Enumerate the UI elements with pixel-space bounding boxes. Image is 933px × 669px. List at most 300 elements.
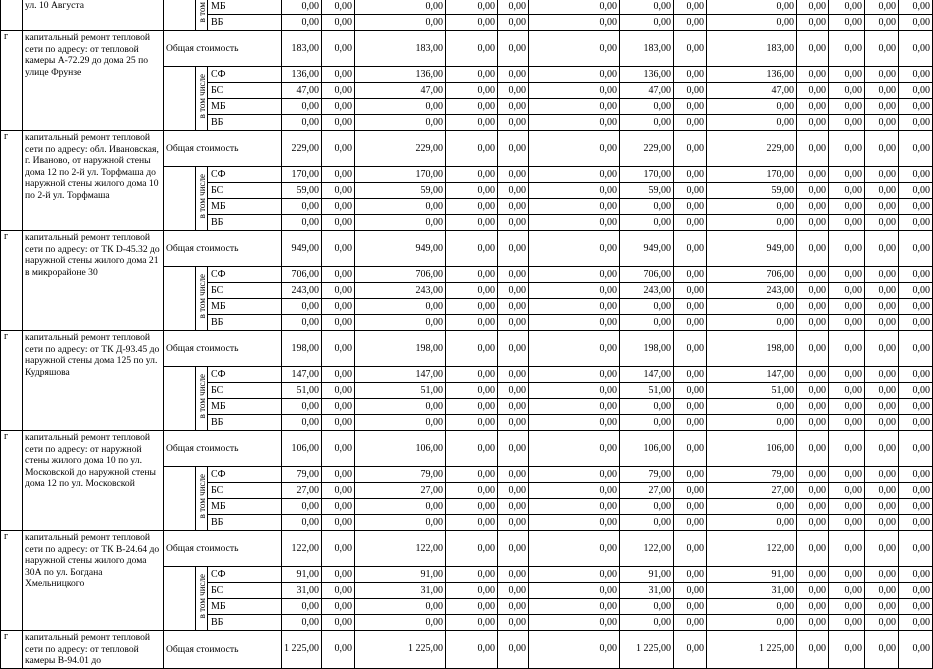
value-cell: 1 225,00 bbox=[620, 631, 674, 669]
funding-code-cell: ВБ bbox=[208, 515, 282, 531]
value-cell: 0,00 bbox=[322, 215, 355, 231]
value-cell: 59,00 bbox=[707, 183, 797, 199]
value-cell: 91,00 bbox=[620, 567, 674, 583]
value-cell: 0,00 bbox=[865, 283, 899, 299]
value-cell: 0,00 bbox=[865, 431, 899, 467]
funding-code-cell: МБ bbox=[208, 399, 282, 415]
value-cell: 0,00 bbox=[529, 131, 620, 167]
value-cell: 0,00 bbox=[446, 615, 498, 631]
value-cell: 0,00 bbox=[674, 567, 707, 583]
value-cell: 0,00 bbox=[674, 99, 707, 115]
value-cell: 0,00 bbox=[899, 83, 933, 99]
value-cell: 0,00 bbox=[620, 199, 674, 215]
value-cell: 949,00 bbox=[620, 231, 674, 267]
value-cell: 0,00 bbox=[899, 615, 933, 631]
funding-code-cell: СФ bbox=[208, 67, 282, 83]
value-cell: 0,00 bbox=[899, 231, 933, 267]
value-cell: 122,00 bbox=[620, 531, 674, 567]
value-cell: 0,00 bbox=[498, 531, 529, 567]
value-cell: 170,00 bbox=[707, 167, 797, 183]
project-name-cell: капитальный ремонт тепловой сети по адресу: от ТК Д-93.45 до наружной стены дома 125 по ул. Кудряшова bbox=[23, 331, 164, 431]
value-cell: 0,00 bbox=[529, 99, 620, 115]
value-cell: 0,00 bbox=[797, 483, 829, 499]
value-cell: 59,00 bbox=[620, 183, 674, 199]
value-cell: 0,00 bbox=[498, 131, 529, 167]
value-cell: 0,00 bbox=[529, 615, 620, 631]
value-cell: 0,00 bbox=[322, 367, 355, 383]
value-cell: 0,00 bbox=[865, 115, 899, 131]
value-cell: 0,00 bbox=[620, 615, 674, 631]
value-cell: 27,00 bbox=[282, 483, 322, 499]
value-cell: 31,00 bbox=[355, 583, 446, 599]
project-type-cell: г bbox=[1, 131, 23, 231]
value-cell: 706,00 bbox=[620, 267, 674, 283]
value-cell: 0,00 bbox=[498, 331, 529, 367]
value-cell: 0,00 bbox=[322, 583, 355, 599]
funding-code-cell: БС bbox=[208, 483, 282, 499]
value-cell: 0,00 bbox=[797, 415, 829, 431]
value-cell: 0,00 bbox=[865, 231, 899, 267]
value-cell: 47,00 bbox=[620, 83, 674, 99]
value-cell: 0,00 bbox=[865, 483, 899, 499]
value-cell: 0,00 bbox=[529, 267, 620, 283]
value-cell: 0,00 bbox=[498, 167, 529, 183]
value-cell: 0,00 bbox=[322, 15, 355, 31]
value-cell: 0,00 bbox=[498, 583, 529, 599]
funding-code-cell: МБ bbox=[208, 599, 282, 615]
value-cell: 0,00 bbox=[446, 567, 498, 583]
value-cell: 0,00 bbox=[899, 531, 933, 567]
value-cell: 0,00 bbox=[322, 567, 355, 583]
value-cell: 0,00 bbox=[498, 231, 529, 267]
value-cell: 0,00 bbox=[282, 15, 322, 31]
value-cell: 0,00 bbox=[674, 383, 707, 399]
value-cell: 0,00 bbox=[674, 0, 707, 15]
value-cell: 0,00 bbox=[322, 315, 355, 331]
value-cell: 0,00 bbox=[498, 367, 529, 383]
value-cell: 0,00 bbox=[446, 383, 498, 399]
value-cell: 0,00 bbox=[797, 331, 829, 367]
value-cell: 0,00 bbox=[620, 515, 674, 531]
value-cell: 949,00 bbox=[282, 231, 322, 267]
value-cell: 0,00 bbox=[674, 415, 707, 431]
vertical-label-cell bbox=[196, 367, 208, 431]
value-cell: 0,00 bbox=[829, 283, 865, 299]
value-cell: 0,00 bbox=[529, 567, 620, 583]
value-cell: 0,00 bbox=[674, 483, 707, 499]
value-cell: 0,00 bbox=[829, 99, 865, 115]
value-cell: 0,00 bbox=[282, 115, 322, 131]
value-cell: 0,00 bbox=[865, 215, 899, 231]
value-cell: 0,00 bbox=[322, 415, 355, 431]
value-cell: 0,00 bbox=[899, 199, 933, 215]
value-cell: 183,00 bbox=[282, 31, 322, 67]
value-cell: 0,00 bbox=[282, 199, 322, 215]
blank-cell bbox=[164, 267, 196, 331]
value-cell: 0,00 bbox=[674, 431, 707, 467]
project-type-cell: г bbox=[1, 331, 23, 431]
value-cell: 0,00 bbox=[829, 315, 865, 331]
value-cell: 0,00 bbox=[529, 231, 620, 267]
value-cell: 0,00 bbox=[355, 499, 446, 515]
value-cell: 0,00 bbox=[865, 67, 899, 83]
value-cell: 0,00 bbox=[674, 531, 707, 567]
value-cell: 0,00 bbox=[446, 331, 498, 367]
total-cost-label: Общая стоимость bbox=[164, 631, 282, 669]
value-cell: 136,00 bbox=[282, 67, 322, 83]
value-cell: 0,00 bbox=[620, 315, 674, 331]
funding-code-cell: БС bbox=[208, 283, 282, 299]
value-cell: 243,00 bbox=[707, 283, 797, 299]
value-cell: 0,00 bbox=[529, 499, 620, 515]
value-cell: 0,00 bbox=[529, 531, 620, 567]
value-cell: 1 225,00 bbox=[707, 631, 797, 669]
value-cell: 0,00 bbox=[322, 131, 355, 167]
funding-code-cell: ВБ bbox=[208, 115, 282, 131]
value-cell: 0,00 bbox=[355, 115, 446, 131]
value-cell: 0,00 bbox=[899, 599, 933, 615]
value-cell: 0,00 bbox=[355, 515, 446, 531]
value-cell: 0,00 bbox=[707, 0, 797, 15]
value-cell: 0,00 bbox=[797, 131, 829, 167]
value-cell: 0,00 bbox=[797, 99, 829, 115]
value-cell: 0,00 bbox=[829, 431, 865, 467]
value-cell: 0,00 bbox=[446, 283, 498, 299]
value-cell: 0,00 bbox=[674, 367, 707, 383]
value-cell: 0,00 bbox=[529, 215, 620, 231]
vertical-label-cell bbox=[196, 267, 208, 331]
value-cell: 0,00 bbox=[529, 331, 620, 367]
value-cell: 0,00 bbox=[829, 567, 865, 583]
total-cost-label: Общая стоимость bbox=[164, 231, 282, 267]
value-cell: 0,00 bbox=[282, 399, 322, 415]
value-cell: 0,00 bbox=[829, 483, 865, 499]
value-cell: 0,00 bbox=[355, 199, 446, 215]
value-cell: 0,00 bbox=[529, 299, 620, 315]
value-cell: 0,00 bbox=[498, 567, 529, 583]
value-cell: 0,00 bbox=[446, 267, 498, 283]
value-cell: 0,00 bbox=[865, 383, 899, 399]
value-cell: 0,00 bbox=[498, 0, 529, 15]
total-cost-label: Общая стоимость bbox=[164, 31, 282, 67]
value-cell: 0,00 bbox=[797, 615, 829, 631]
total-cost-label: Общая стоимость bbox=[164, 331, 282, 367]
value-cell: 0,00 bbox=[446, 199, 498, 215]
funding-code-cell: ВБ bbox=[208, 215, 282, 231]
value-cell: 0,00 bbox=[899, 467, 933, 483]
value-cell: 0,00 bbox=[707, 599, 797, 615]
project-type-cell: г bbox=[1, 631, 23, 669]
value-cell: 0,00 bbox=[322, 0, 355, 15]
value-cell: 229,00 bbox=[355, 131, 446, 167]
value-cell: 0,00 bbox=[899, 315, 933, 331]
value-cell: 0,00 bbox=[865, 15, 899, 31]
value-cell: 147,00 bbox=[282, 367, 322, 383]
value-cell: 0,00 bbox=[899, 367, 933, 383]
value-cell: 0,00 bbox=[498, 199, 529, 215]
value-cell: 0,00 bbox=[498, 15, 529, 31]
value-cell: 0,00 bbox=[707, 15, 797, 31]
project-name-cell: капитальный ремонт тепловой сети по адресу: от наружной стены жилого дома 10 по ул. Московской до наружной стены дома 12 по ул. Московской bbox=[23, 431, 164, 531]
value-cell: 0,00 bbox=[355, 615, 446, 631]
value-cell: 198,00 bbox=[355, 331, 446, 367]
value-cell: 0,00 bbox=[355, 415, 446, 431]
vertical-label: в том числе bbox=[196, 274, 207, 319]
value-cell: 0,00 bbox=[865, 615, 899, 631]
value-cell: 0,00 bbox=[529, 631, 620, 669]
project-name-cell: капитальный ремонт тепловой сети по адресу: обл. Ивановская, г. Иваново, от наружной стены дома 12 по 2-й ул. Торфмаша до наружной стены жилого дома 10 по 2-й ул. Торфмаша bbox=[23, 131, 164, 231]
value-cell: 0,00 bbox=[498, 415, 529, 431]
value-cell: 0,00 bbox=[620, 215, 674, 231]
value-cell: 0,00 bbox=[829, 615, 865, 631]
value-cell: 136,00 bbox=[707, 67, 797, 83]
value-cell: 0,00 bbox=[899, 15, 933, 31]
vertical-label: в том числе bbox=[196, 574, 207, 619]
value-cell: 0,00 bbox=[899, 567, 933, 583]
value-cell: 0,00 bbox=[865, 99, 899, 115]
value-cell: 0,00 bbox=[797, 199, 829, 215]
value-cell: 0,00 bbox=[446, 215, 498, 231]
funding-code-cell: МБ bbox=[208, 0, 282, 15]
value-cell: 0,00 bbox=[865, 315, 899, 331]
project-type-cell: г bbox=[1, 431, 23, 531]
value-cell: 0,00 bbox=[355, 215, 446, 231]
vertical-label-cell bbox=[196, 567, 208, 631]
value-cell: 0,00 bbox=[865, 599, 899, 615]
value-cell: 0,00 bbox=[899, 331, 933, 367]
value-cell: 0,00 bbox=[829, 83, 865, 99]
value-cell: 0,00 bbox=[829, 599, 865, 615]
funding-code-cell: СФ bbox=[208, 367, 282, 383]
value-cell: 122,00 bbox=[707, 531, 797, 567]
project-total-row bbox=[1, 531, 933, 567]
project-name-cell: капитальный ремонт тепловой сети по адресу: от тепловой камеры А-72.29 до дома 25 по улице Фрунзе bbox=[23, 31, 164, 131]
value-cell: 27,00 bbox=[620, 483, 674, 499]
project-type-cell: г bbox=[1, 31, 23, 131]
value-cell: 0,00 bbox=[322, 383, 355, 399]
value-cell: 0,00 bbox=[865, 631, 899, 669]
value-cell: 106,00 bbox=[282, 431, 322, 467]
project-type-cell: г bbox=[1, 231, 23, 331]
value-cell: 0,00 bbox=[829, 515, 865, 531]
value-cell: 0,00 bbox=[899, 131, 933, 167]
value-cell: 0,00 bbox=[797, 15, 829, 31]
funding-code-cell: СФ bbox=[208, 167, 282, 183]
value-cell: 0,00 bbox=[674, 231, 707, 267]
value-cell: 0,00 bbox=[829, 331, 865, 367]
value-cell: 198,00 bbox=[707, 331, 797, 367]
funding-code-cell: СФ bbox=[208, 467, 282, 483]
value-cell: 0,00 bbox=[282, 599, 322, 615]
funding-code-cell: МБ bbox=[208, 199, 282, 215]
value-cell: 0,00 bbox=[899, 515, 933, 531]
value-cell: 0,00 bbox=[355, 599, 446, 615]
value-cell: 0,00 bbox=[707, 199, 797, 215]
value-cell: 51,00 bbox=[707, 383, 797, 399]
value-cell: 0,00 bbox=[529, 31, 620, 67]
value-cell: 0,00 bbox=[797, 631, 829, 669]
project-total-row bbox=[1, 31, 933, 67]
funding-code-cell: БС bbox=[208, 383, 282, 399]
value-cell: 0,00 bbox=[829, 15, 865, 31]
value-cell: 79,00 bbox=[620, 467, 674, 483]
value-cell: 0,00 bbox=[282, 615, 322, 631]
value-cell: 0,00 bbox=[498, 67, 529, 83]
value-cell: 0,00 bbox=[797, 83, 829, 99]
value-cell: 949,00 bbox=[707, 231, 797, 267]
funding-code-cell: СФ bbox=[208, 567, 282, 583]
value-cell: 0,00 bbox=[865, 567, 899, 583]
funding-code-cell: БС bbox=[208, 583, 282, 599]
value-cell: 0,00 bbox=[865, 531, 899, 567]
value-cell: 0,00 bbox=[322, 431, 355, 467]
value-cell: 0,00 bbox=[865, 131, 899, 167]
value-cell: 27,00 bbox=[355, 483, 446, 499]
value-cell: 0,00 bbox=[829, 0, 865, 15]
value-cell: 0,00 bbox=[322, 115, 355, 131]
value-cell: 0,00 bbox=[498, 483, 529, 499]
value-cell: 0,00 bbox=[620, 299, 674, 315]
value-cell: 0,00 bbox=[707, 415, 797, 431]
value-cell: 0,00 bbox=[446, 499, 498, 515]
value-cell: 0,00 bbox=[529, 383, 620, 399]
value-cell: 0,00 bbox=[865, 167, 899, 183]
value-cell: 0,00 bbox=[829, 231, 865, 267]
value-cell: 706,00 bbox=[707, 267, 797, 283]
value-cell: 91,00 bbox=[355, 567, 446, 583]
value-cell: 170,00 bbox=[620, 167, 674, 183]
value-cell: 0,00 bbox=[529, 431, 620, 467]
value-cell: 0,00 bbox=[899, 499, 933, 515]
value-cell: 0,00 bbox=[498, 315, 529, 331]
value-cell: 122,00 bbox=[355, 531, 446, 567]
value-cell: 0,00 bbox=[446, 415, 498, 431]
value-cell: 0,00 bbox=[446, 231, 498, 267]
value-cell: 0,00 bbox=[322, 331, 355, 367]
value-cell: 0,00 bbox=[446, 367, 498, 383]
value-cell: 91,00 bbox=[282, 567, 322, 583]
value-cell: 0,00 bbox=[865, 83, 899, 99]
project-name-cell: капитальный ремонт тепловой сети по адресу: от ТК В-24.64 до наружной стены жилого дома 30А по ул. Богдана Хмельницкого bbox=[23, 531, 164, 631]
value-cell: 0,00 bbox=[865, 267, 899, 283]
vertical-label-cell bbox=[196, 467, 208, 531]
value-cell: 0,00 bbox=[674, 599, 707, 615]
value-cell: 0,00 bbox=[707, 315, 797, 331]
value-cell: 0,00 bbox=[829, 499, 865, 515]
value-cell: 0,00 bbox=[355, 15, 446, 31]
value-cell: 0,00 bbox=[865, 367, 899, 383]
value-cell: 59,00 bbox=[282, 183, 322, 199]
value-cell: 0,00 bbox=[322, 183, 355, 199]
value-cell: 0,00 bbox=[498, 299, 529, 315]
value-cell: 0,00 bbox=[674, 283, 707, 299]
value-cell: 0,00 bbox=[446, 583, 498, 599]
value-cell: 0,00 bbox=[355, 99, 446, 115]
value-cell: 0,00 bbox=[674, 15, 707, 31]
value-cell: 0,00 bbox=[707, 399, 797, 415]
value-cell: 0,00 bbox=[899, 67, 933, 83]
project-total-row bbox=[1, 231, 933, 267]
value-cell: 0,00 bbox=[446, 131, 498, 167]
value-cell: 229,00 bbox=[620, 131, 674, 167]
value-cell: 0,00 bbox=[674, 83, 707, 99]
value-cell: 243,00 bbox=[355, 283, 446, 299]
funding-code-cell: СФ bbox=[208, 267, 282, 283]
value-cell: 0,00 bbox=[498, 183, 529, 199]
value-cell: 0,00 bbox=[899, 431, 933, 467]
value-cell: 243,00 bbox=[620, 283, 674, 299]
value-cell: 0,00 bbox=[707, 499, 797, 515]
value-cell: 0,00 bbox=[322, 67, 355, 83]
value-cell: 106,00 bbox=[620, 431, 674, 467]
value-cell: 0,00 bbox=[322, 283, 355, 299]
value-cell: 0,00 bbox=[674, 399, 707, 415]
value-cell: 0,00 bbox=[674, 115, 707, 131]
value-cell: 0,00 bbox=[899, 383, 933, 399]
value-cell: 0,00 bbox=[707, 615, 797, 631]
value-cell: 0,00 bbox=[282, 415, 322, 431]
value-cell: 0,00 bbox=[865, 199, 899, 215]
value-cell: 0,00 bbox=[829, 67, 865, 83]
funding-code-cell: МБ bbox=[208, 99, 282, 115]
value-cell: 0,00 bbox=[899, 31, 933, 67]
value-cell: 0,00 bbox=[865, 415, 899, 431]
value-cell: 1 225,00 bbox=[282, 631, 322, 669]
value-cell: 0,00 bbox=[529, 183, 620, 199]
value-cell: 0,00 bbox=[865, 31, 899, 67]
value-cell: 0,00 bbox=[797, 283, 829, 299]
value-cell: 198,00 bbox=[282, 331, 322, 367]
value-cell: 0,00 bbox=[446, 483, 498, 499]
value-cell: 0,00 bbox=[829, 367, 865, 383]
value-cell: 0,00 bbox=[446, 631, 498, 669]
value-cell: 31,00 bbox=[620, 583, 674, 599]
value-cell: 0,00 bbox=[674, 315, 707, 331]
value-cell: 0,00 bbox=[282, 0, 322, 15]
value-cell: 0,00 bbox=[446, 15, 498, 31]
value-cell: 79,00 bbox=[282, 467, 322, 483]
value-cell: 0,00 bbox=[498, 283, 529, 299]
project-type-cell bbox=[1, 0, 23, 31]
funding-code-cell: МБ bbox=[208, 499, 282, 515]
value-cell: 0,00 bbox=[446, 183, 498, 199]
value-cell: 0,00 bbox=[829, 183, 865, 199]
vertical-label: в том числе bbox=[196, 474, 207, 519]
value-cell: 0,00 bbox=[322, 31, 355, 67]
blank-cell bbox=[164, 367, 196, 431]
vertical-label-cell bbox=[196, 167, 208, 231]
value-cell: 0,00 bbox=[797, 367, 829, 383]
value-cell: 0,00 bbox=[674, 31, 707, 67]
value-cell: 0,00 bbox=[355, 0, 446, 15]
value-cell: 91,00 bbox=[707, 567, 797, 583]
value-cell: 0,00 bbox=[529, 515, 620, 531]
value-cell: 0,00 bbox=[620, 115, 674, 131]
value-cell: 0,00 bbox=[829, 467, 865, 483]
value-cell: 0,00 bbox=[446, 0, 498, 15]
value-cell: 0,00 bbox=[322, 99, 355, 115]
value-cell: 0,00 bbox=[620, 415, 674, 431]
vertical-label: в том числе bbox=[196, 374, 207, 419]
value-cell: 0,00 bbox=[829, 299, 865, 315]
value-cell: 0,00 bbox=[529, 0, 620, 15]
value-cell: 0,00 bbox=[446, 67, 498, 83]
funding-code-cell: МБ bbox=[208, 299, 282, 315]
value-cell: 0,00 bbox=[446, 99, 498, 115]
value-cell: 0,00 bbox=[797, 67, 829, 83]
value-cell: 0,00 bbox=[322, 515, 355, 531]
value-cell: 0,00 bbox=[355, 299, 446, 315]
